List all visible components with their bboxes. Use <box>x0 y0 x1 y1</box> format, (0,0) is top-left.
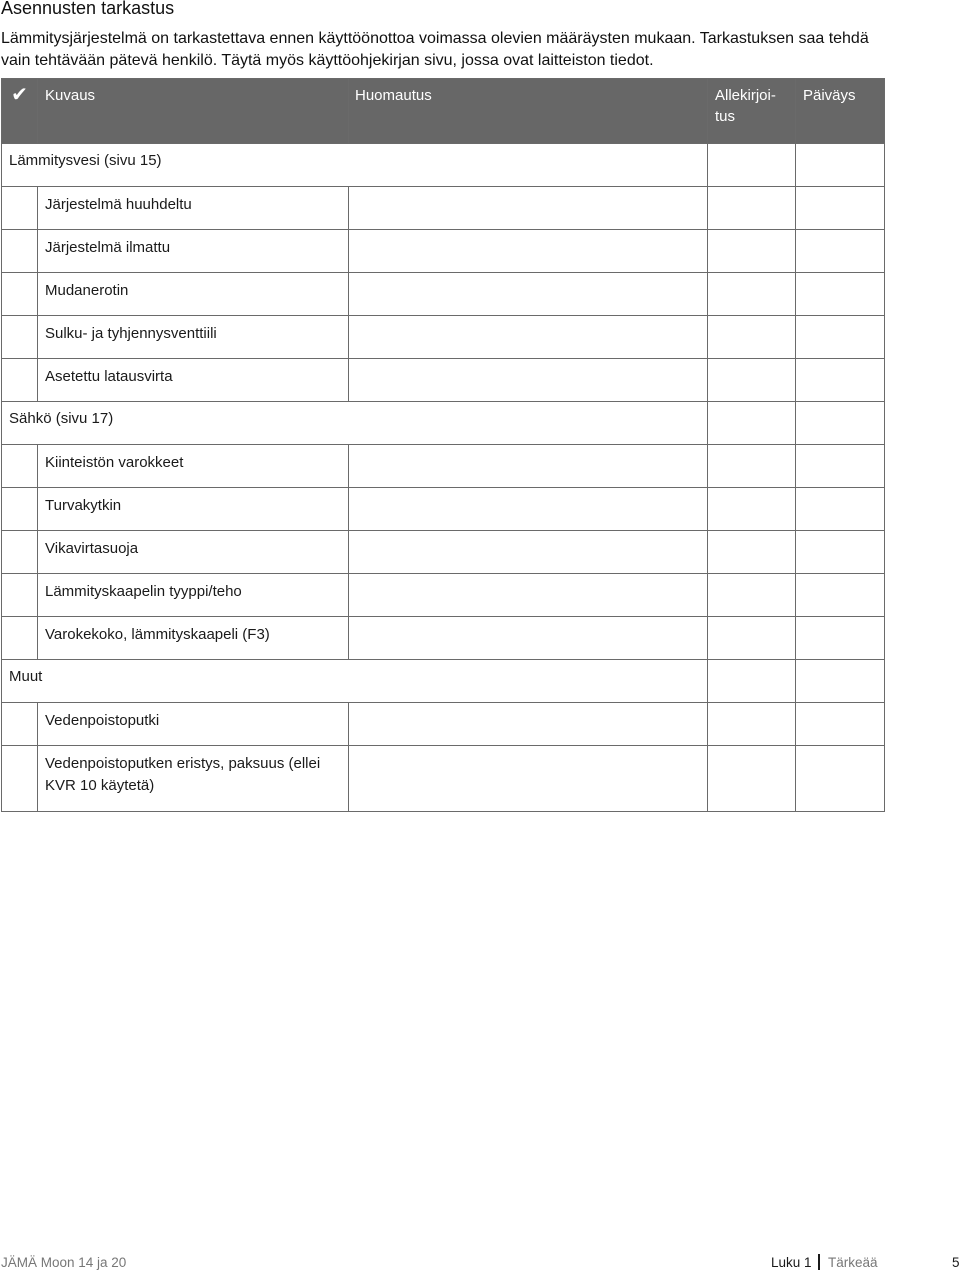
table-row <box>2 187 885 230</box>
signature-header-line1: Allekirjoi- <box>715 87 776 104</box>
table-row <box>2 445 885 488</box>
date-cell[interactable] <box>796 230 885 273</box>
table-row <box>2 488 885 531</box>
date-cell[interactable] <box>796 187 885 230</box>
note-cell[interactable] <box>349 746 708 812</box>
check-cell[interactable] <box>2 273 38 316</box>
section-title: Lämmitysvesi (sivu 15) <box>2 144 349 187</box>
table-header-row <box>2 79 885 144</box>
table-row <box>2 316 885 359</box>
date-cell[interactable] <box>796 660 885 703</box>
note-cell[interactable] <box>349 316 708 359</box>
page-number: 5 <box>952 1255 960 1270</box>
item-description: Mudanerotin <box>38 273 349 316</box>
signature-cell[interactable] <box>708 273 796 316</box>
item-description: Järjestelmä huuhdeltu <box>38 187 349 230</box>
page-footer <box>0 1254 960 1274</box>
note-cell[interactable] <box>349 574 708 617</box>
note-cell[interactable] <box>349 445 708 488</box>
date-cell[interactable] <box>796 531 885 574</box>
item-description: Lämmityskaapelin tyyppi/teho <box>38 574 349 617</box>
item-description: Vedenpoistoputki <box>38 703 349 746</box>
checkmark-icon: ✔ <box>11 84 28 106</box>
item-description: Järjestelmä ilmattu <box>38 230 349 273</box>
table-row <box>2 617 885 660</box>
table-row <box>2 230 885 273</box>
footer-product: JÄMÄ Moon 14 ja 20 <box>1 1255 127 1270</box>
signature-cell[interactable] <box>708 316 796 359</box>
check-cell[interactable] <box>2 187 38 230</box>
signature-cell[interactable] <box>708 617 796 660</box>
item-description: Turvakytkin <box>38 488 349 531</box>
note-cell[interactable] <box>349 273 708 316</box>
signature-cell[interactable] <box>708 531 796 574</box>
table-row <box>2 746 885 812</box>
section-row <box>2 144 885 187</box>
check-cell[interactable] <box>2 531 38 574</box>
table-row <box>2 359 885 402</box>
signature-header <box>708 79 796 144</box>
table-row <box>2 574 885 617</box>
signature-cell[interactable] <box>708 402 796 445</box>
check-header <box>2 79 38 144</box>
note-header: Huomautus <box>349 79 708 144</box>
date-cell[interactable] <box>796 445 885 488</box>
page-title: Asennusten tarkastus <box>1 0 175 18</box>
section-row <box>2 660 885 703</box>
date-cell[interactable] <box>796 488 885 531</box>
signature-cell[interactable] <box>708 488 796 531</box>
check-cell[interactable] <box>2 445 38 488</box>
item-description: Vikavirtasuoja <box>38 531 349 574</box>
note-cell[interactable] <box>349 703 708 746</box>
item-description: Kiinteistön varokkeet <box>38 445 349 488</box>
signature-cell[interactable] <box>708 746 796 812</box>
signature-header-line2: tus <box>715 108 736 125</box>
inspection-table <box>1 78 885 812</box>
note-cell[interactable] <box>349 230 708 273</box>
signature-cell[interactable] <box>708 445 796 488</box>
table-row <box>2 703 885 746</box>
date-cell[interactable] <box>796 617 885 660</box>
signature-cell[interactable] <box>708 660 796 703</box>
section-row <box>2 402 885 445</box>
date-cell[interactable] <box>796 746 885 812</box>
signature-cell[interactable] <box>708 574 796 617</box>
check-cell[interactable] <box>2 617 38 660</box>
note-cell[interactable] <box>349 359 708 402</box>
check-cell[interactable] <box>2 574 38 617</box>
check-cell[interactable] <box>2 359 38 402</box>
note-cell[interactable] <box>349 531 708 574</box>
table-row <box>2 531 885 574</box>
date-header: Päiväys <box>796 79 885 144</box>
item-description: Asetettu latausvirta <box>38 359 349 402</box>
intro-text: Lämmitysjärjestelmä on tarkastettava ennen käyttöönottoa voimassa olevien määräysten mukaan. Tarkastuksen saa tehdä vain tehtävään pätevä henkilö. Täytä myös käyttöohjekirjan sivu, jossa ovat laitteiston tiedot. <box>1 30 869 69</box>
date-cell[interactable] <box>796 703 885 746</box>
note-cell <box>349 144 708 187</box>
footer-section: Tärkeää <box>828 1255 878 1270</box>
check-cell[interactable] <box>2 488 38 531</box>
note-cell <box>349 402 708 445</box>
check-cell[interactable] <box>2 316 38 359</box>
date-cell[interactable] <box>796 574 885 617</box>
date-cell[interactable] <box>796 359 885 402</box>
description-header: Kuvaus <box>38 79 349 144</box>
date-cell[interactable] <box>796 273 885 316</box>
section-title: Muut <box>2 660 349 703</box>
note-cell[interactable] <box>349 488 708 531</box>
date-cell[interactable] <box>796 402 885 445</box>
check-cell[interactable] <box>2 746 38 812</box>
note-cell[interactable] <box>349 187 708 230</box>
table-row <box>2 273 885 316</box>
signature-cell[interactable] <box>708 144 796 187</box>
item-description: Varokekoko, lämmityskaapeli (F3) <box>38 617 349 660</box>
check-cell[interactable] <box>2 230 38 273</box>
signature-cell[interactable] <box>708 703 796 746</box>
date-cell[interactable] <box>796 316 885 359</box>
date-cell[interactable] <box>796 144 885 187</box>
item-description: Sulku- ja tyhjennysventtiili <box>38 316 349 359</box>
signature-cell[interactable] <box>708 359 796 402</box>
signature-cell[interactable] <box>708 187 796 230</box>
footer-divider <box>818 1254 820 1270</box>
section-title: Sähkö (sivu 17) <box>2 402 349 445</box>
item-description: Vedenpoistoputken eristys, paksuus (ellei KVR 10 käytetä) <box>38 746 349 812</box>
note-cell[interactable] <box>349 617 708 660</box>
footer-chapter: Luku 1 <box>771 1255 812 1270</box>
signature-cell[interactable] <box>708 230 796 273</box>
check-cell[interactable] <box>2 703 38 746</box>
note-cell <box>349 660 708 703</box>
